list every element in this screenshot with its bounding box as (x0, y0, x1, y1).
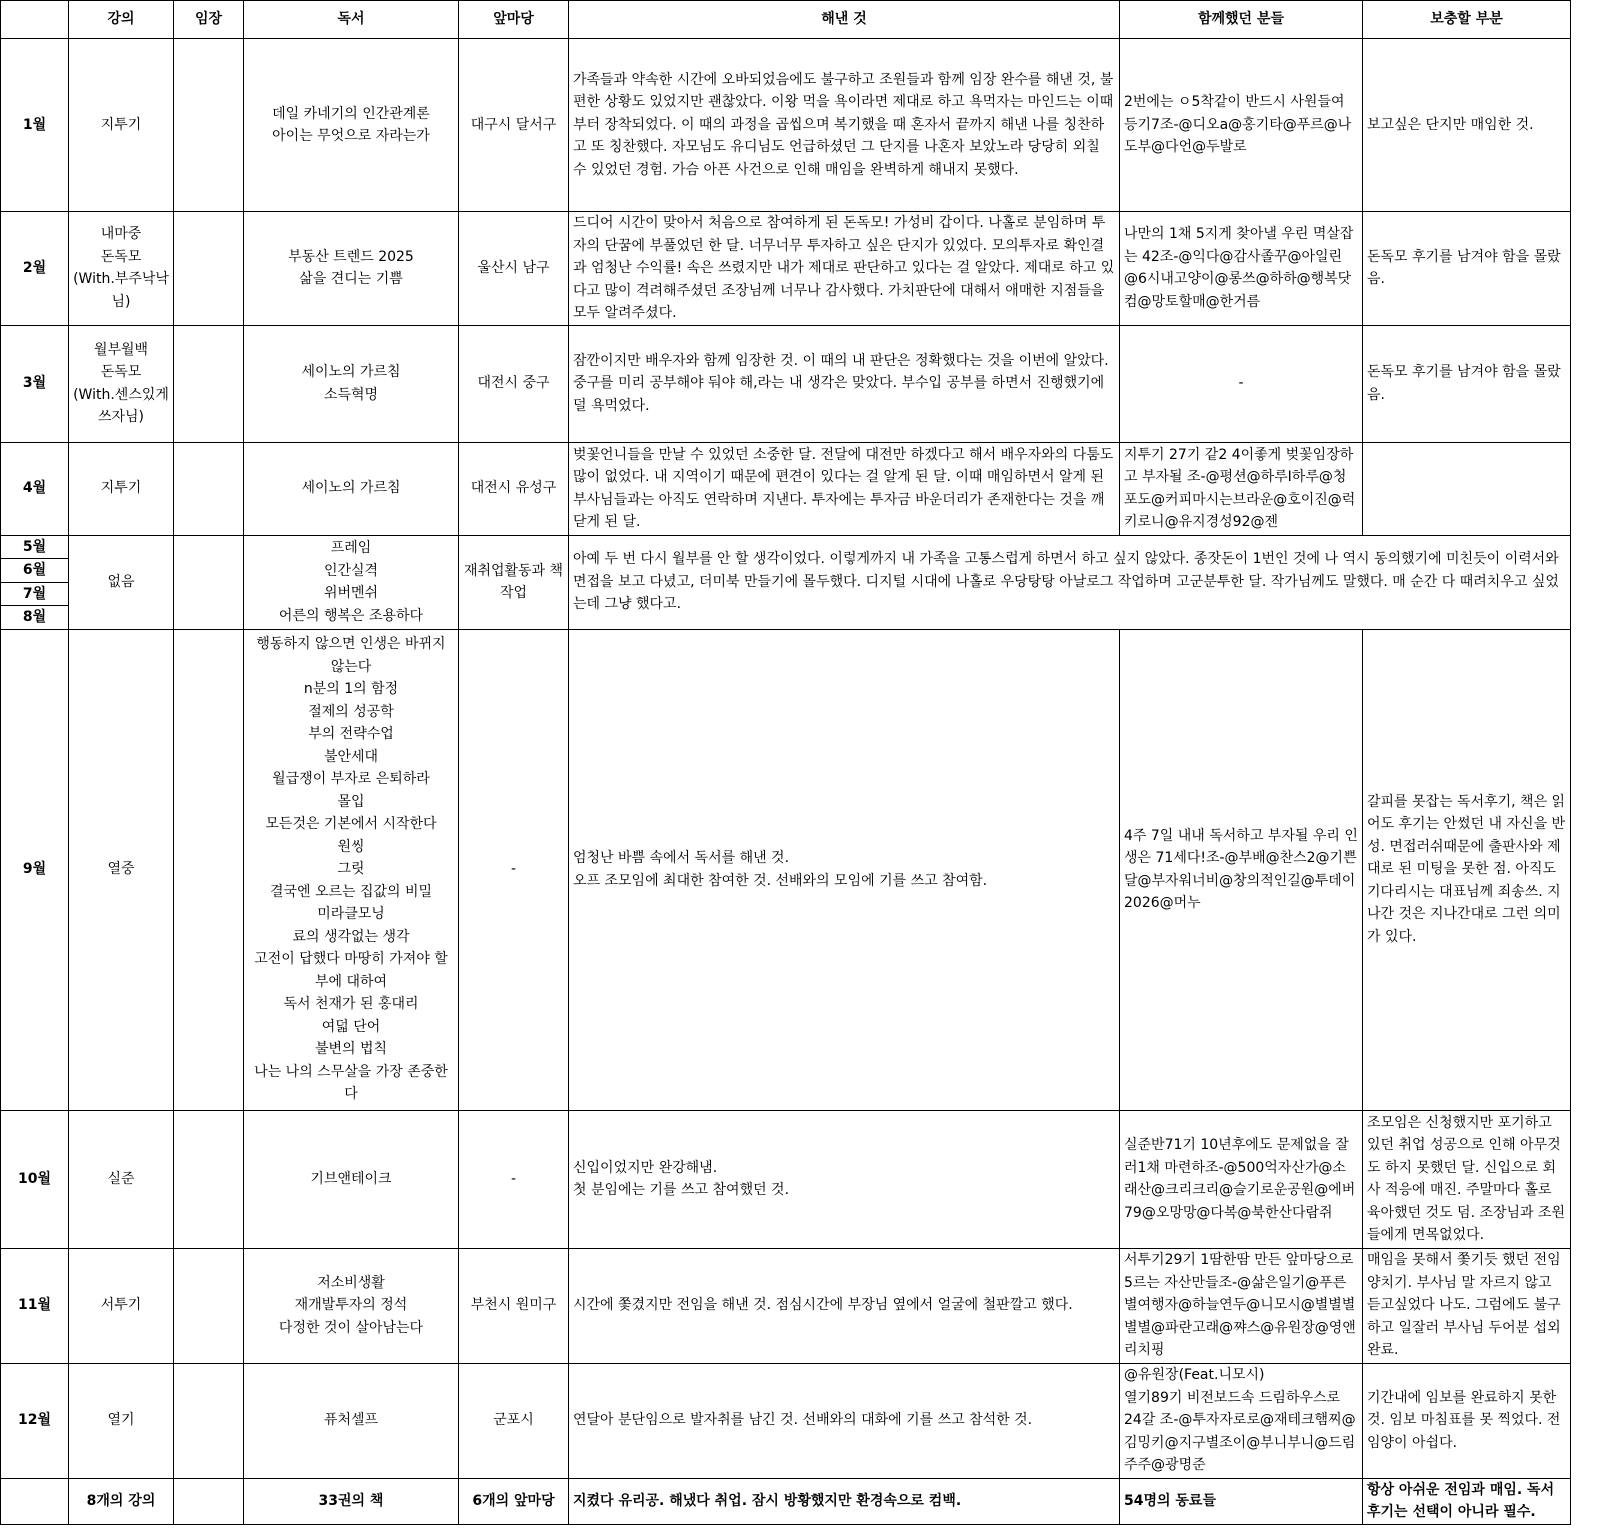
supplement-cell: 돈독모 후기를 남겨야 함을 몰랐음. (1363, 325, 1571, 442)
together-cell: 4주 7일 내내 독서하고 부자될 우리 인생은 71세다!조-@부배@찬스2@기쁜달@부자워너비@창의적인길@투데이2026@머누 (1120, 629, 1363, 1110)
lecture-cell: 월부월백 돈독모 (With.센스있게쓰자님) (69, 325, 174, 442)
books-cell: 세이노의 가르침 (244, 442, 459, 535)
books-cell: 프레임 인간실격 위버멘쉬 어른의 행복은 조용하다 (244, 535, 459, 629)
frontyard-cell: 군포시 (459, 1363, 569, 1478)
month-cell: 2월 (1, 212, 69, 326)
table-row (1, 1363, 1571, 1478)
books-cell: 부동산 트렌드 2025 삶을 견디는 기쁨 (244, 212, 459, 326)
lecture-cell: 서투기 (69, 1248, 174, 1363)
summary-row (1, 1478, 1571, 1524)
frontyard-cell: 부천시 원미구 (459, 1248, 569, 1363)
header-imjang: 임장 (174, 1, 244, 39)
month-cell: 4월 (1, 442, 69, 535)
table-row (1, 325, 1571, 442)
done-cell: 신입이었지만 완강해냄. 첫 분임에는 기를 쓰고 참여했던 것. (569, 1110, 1120, 1248)
month-cell: 7월 (1, 582, 69, 606)
frontyard-cell: 대구시 달서구 (459, 39, 569, 212)
month-cell: 10월 (1, 1110, 69, 1248)
done-cell: 드디어 시간이 맞아서 처음으로 참여하게 된 돈독모! 가성비 갑이다. 나홀로 분임하며 투자의 단꿈에 부풀었던 한 달. 너무너무 투자하고 싶은 단지가 있었다. 모의투자로 확인결과 엄청난 수익률! 속은 쓰렸지만 내가 제대로 판단하고 있다는 걸 알았다. 제대로 하고 있다고 많이 격려해주셨던 조장님께 너무나 감사했다. 가치판단에 대해서 애매한 지점들을 모두 알려주셨다. (569, 212, 1120, 326)
imjang-cell (174, 1478, 244, 1524)
month-cell: 5월 (1, 535, 69, 559)
together-total: 54명의 동료들 (1120, 1478, 1363, 1524)
month-cell: 8월 (1, 606, 69, 630)
table-row (1, 629, 1571, 1110)
table-row (1, 39, 1571, 212)
table-row (1, 1110, 1571, 1248)
imjang-cell (174, 325, 244, 442)
month-cell: 9월 (1, 629, 69, 1110)
frontyard-cell: 재취업활동과 책 작업 (459, 535, 569, 629)
supplement-cell: 보고싶은 단지만 매임한 것. (1363, 39, 1571, 212)
frontyard-cell: - (459, 629, 569, 1110)
done-cell: 가족들과 약속한 시간에 오바되었음에도 불구하고 조원들과 함께 임장 완수를 해낸 것, 불편한 상황도 있었지만 괜찮았다. 이왕 먹을 욕이라면 제대로 하고 욕먹자는 마인드는 이때부터 장착되었다. 이 때의 과정을 곱씹으며 복기했을 때 혼자서 끝까지 해낸 나를 칭찬하고 또 칭찬했다. 자모님도 유디님도 언급하셨던 그 단지를 나혼자 보았노라 당당히 외칠 수 있었던 경험. 가슴 아픈 사건으로 인해 매임을 완벽하게 해내지 못했다. (569, 39, 1120, 212)
imjang-cell (174, 1363, 244, 1478)
supplement-cell: 기간내에 임보를 완료하지 못한 것. 임보 마침표를 못 찍었다. 전임양이 아쉽다. (1363, 1363, 1571, 1478)
imjang-cell (174, 1110, 244, 1248)
supplement-cell: 돈독모 후기를 남겨야 함을 몰랐음. (1363, 212, 1571, 326)
imjang-cell (174, 629, 244, 1110)
books-cell: 퓨처셀프 (244, 1363, 459, 1478)
header-frontyard: 앞마당 (459, 1, 569, 39)
frontyard-cell: - (459, 1110, 569, 1248)
done-cell: 시간에 쫓겼지만 전임을 해낸 것. 점심시간에 부장님 옆에서 얼굴에 철판깔고 했다. (569, 1248, 1120, 1363)
together-cell: 실준반71기 10년후에도 문제없을 잘러1채 마련하조-@500억자산가@소래산@크리크리@슬기로운공원@에버79@오망망@다복@북한산다람쥐 (1120, 1110, 1363, 1248)
lecture-cell: 열중 (69, 629, 174, 1110)
month-cell: 3월 (1, 325, 69, 442)
lecture-cell: 내마중 돈독모 (With.부주낙낙님) (69, 212, 174, 326)
lecture-cell: 실준 (69, 1110, 174, 1248)
header-done: 해낸 것 (569, 1, 1120, 39)
done-cell: 벚꽃언니들을 만날 수 있었던 소중한 달. 전달에 대전만 하겠다고 해서 배우자와의 다툼도 많이 없었다. 내 지역이기 때문에 편견이 있다는 걸 알게 된 달. 이때 매임하면서 알게 된 부사님들과는 아직도 연락하며 지낸다. 투자에는 투자금 바운더리가 존재한다는 것을 깨닫게 된 달. (569, 442, 1120, 535)
imjang-cell (174, 535, 244, 629)
imjang-cell (174, 1248, 244, 1363)
lecture-cell: 지투기 (69, 39, 174, 212)
imjang-cell (174, 212, 244, 326)
header-supplement: 보충할 부분 (1363, 1, 1571, 39)
header-lecture: 강의 (69, 1, 174, 39)
table-row (1, 212, 1571, 326)
table-row (1, 535, 1571, 559)
together-cell: 2번에는 ㅇ5착같이 반드시 사원들여등기7조-@디오a@홍기타@푸르@나도부@다언@두발로 (1120, 39, 1363, 212)
supplement-cell: 갈피를 못잡는 독서후기, 책은 읽어도 후기는 안썼던 내 자신을 반성. 면접러쉬때문에 출판사와 제대로 된 미팅을 못한 점. 아직도 기다리시는 대표님께 죄송쓰. 지나간 것은 지나간대로 그런 의미가 있다. (1363, 629, 1571, 1110)
header-books: 독서 (244, 1, 459, 39)
frontyard-cell: 대전시 유성구 (459, 442, 569, 535)
books-cell: 기브앤테이크 (244, 1110, 459, 1248)
lecture-cell: 없음 (69, 535, 174, 629)
header-corner (1, 1, 69, 39)
lecture-total: 8개의 강의 (69, 1478, 174, 1524)
done-cell: 엄청난 바쁨 속에서 독서를 해낸 것. 오프 조모임에 최대한 참여한 것. 선배와의 모임에 기를 쓰고 참여함. (569, 629, 1120, 1110)
header-together: 함께했던 분들 (1120, 1, 1363, 39)
together-cell: @유원장(Feat.니모시) 열기89기 비전보드속 드림하우스로 24갈 조-@투자자로로@재테크햄찌@김밍키@지구별조이@부니부니@드림주주@광명준 (1120, 1363, 1363, 1478)
done-cell: 아예 두 번 다시 월부를 안 할 생각이었다. 이렇게까지 내 가족을 고통스럽게 하면서 하고 싶지 않았다. 종잣돈이 1번인 것에 나 역시 동의했기에 미친듯이 이력서와 면접을 보고 다녔고, 더미북 만들기에 몰두했다. 디지털 시대에 나홀로 우당탕탕 아날로그 작업하며 고군분투한 달. 작가님께도 말했다. 매 순간 다 때려치우고 싶었는데 그냥 했다고. (569, 535, 1571, 629)
books-cell: 데일 카네기의 인간관계론 아이는 무엇으로 자라는가 (244, 39, 459, 212)
imjang-cell (174, 442, 244, 535)
supplement-cell (1363, 442, 1571, 535)
month-cell: 6월 (1, 559, 69, 583)
lecture-cell: 열기 (69, 1363, 174, 1478)
books-cell: 세이노의 가르침 소득혁명 (244, 325, 459, 442)
together-cell: - (1120, 325, 1363, 442)
frontyard-cell: 울산시 남구 (459, 212, 569, 326)
month-cell: 12월 (1, 1363, 69, 1478)
header-row (1, 1, 1571, 39)
month-cell (1, 1478, 69, 1524)
supplement-cell: 조모임은 신청했지만 포기하고 있던 취업 성공으로 인해 아무것도 하지 못했던 달. 신입으로 회사 적응에 매진. 주말마다 홀로 육아했던 것도 덤. 조장님과 조원들에게 면목없었다. (1363, 1110, 1571, 1248)
together-cell: 서투기29기 1땀한땀 만든 앞마당으로 5르는 자산만들조-@삶은일기@푸른별여행자@하늘연두@니모시@별별별별별@파란고래@쨔스@유원장@영앤리치핑 (1120, 1248, 1363, 1363)
frontyard-total: 6개의 앞마당 (459, 1478, 569, 1524)
lecture-cell: 지투기 (69, 442, 174, 535)
table-row (1, 442, 1571, 535)
month-cell: 1월 (1, 39, 69, 212)
supplement-cell: 매임을 못해서 쫓기듯 했던 전임양치기. 부사님 말 자르지 않고 듣고싶었다 나도. 그럼에도 불구하고 일잘러 부사님 두어분 섭외완료. (1363, 1248, 1571, 1363)
books-total: 33권의 책 (244, 1478, 459, 1524)
done-cell: 잠깐이지만 배우자와 함께 임장한 것. 이 때의 내 판단은 정확했다는 것을 이번에 알았다. 중구를 미리 공부해야 둬야 해,라는 내 생각은 맞았다. 부수입 공부를 하면서 진행했기에 덜 욕먹었다. (569, 325, 1120, 442)
books-cell: 행동하지 않으면 인생은 바뀌지 않는다 n분의 1의 함정 절제의 성공학 부의 전략수업 불안세대 월급쟁이 부자로 은퇴하라 몰입 모든것은 기본에서 시작한다 원씽 그릿 결국엔 오르는 집값의 비밀 미라클모닝 료의 생각없는 생각 고전이 답했다 마땅히 가져야 할 부에 대하여 독서 천재가 된 홍대리 여덟 단어 불변의 법칙 나는 나의 스무살을 가장 존중한다 (244, 629, 459, 1110)
together-cell: 지투기 27기 같2 4이좋게 벚꽃임장하고 부자될 조-@평션@하루I하루@청포도@커피마시는브라운@호이진@럭키로니@유지경성92@젠 (1120, 442, 1363, 535)
supplement-summary: 항상 아쉬운 전임과 매임. 독서 후기는 선택이 아니라 필수. (1363, 1478, 1571, 1524)
imjang-cell (174, 39, 244, 212)
together-cell: 나만의 1채 5지게 찾아낼 우린 멱살잡는 42조-@익다@감사졸꾸@아일린@6시내고양이@롱쓰@하하@행복닷컴@망토할매@한거름 (1120, 212, 1363, 326)
frontyard-cell: 대전시 중구 (459, 325, 569, 442)
table-row (1, 1248, 1571, 1363)
books-cell: 저소비생활 재개발투자의 정석 다정한 것이 살아남는다 (244, 1248, 459, 1363)
done-cell: 연달아 분단임으로 발자취를 남긴 것. 선배와의 대화에 기를 쓰고 참석한 것. (569, 1363, 1120, 1478)
month-cell: 11월 (1, 1248, 69, 1363)
done-summary: 지켰다 유리공. 해냈다 취업. 잠시 방황했지만 환경속으로 컴백. (569, 1478, 1120, 1524)
